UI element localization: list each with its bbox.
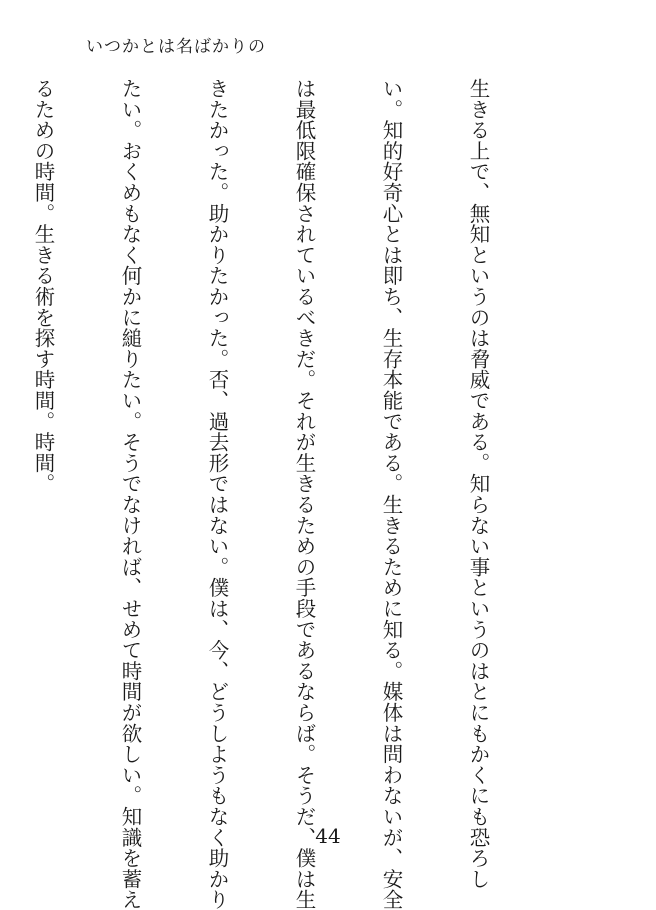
text-line: 生きる上で、無知というのは脅威である。知らない事というのはとにもかくにも恐ろし: [466, 78, 490, 890]
text-line: るための時間。生きる術を探す時間。時間。: [31, 78, 55, 494]
page-number: 44: [315, 824, 341, 848]
text-line: は最低限確保されているべきだ。それが生きるための手段であるならば。そうだ、僕は生: [292, 78, 316, 910]
text-line: たい。おくめもなく何かに縋りたい。そうでなければ、せめて時間が欲しい。知識を蓄え: [118, 78, 142, 910]
running-header: いつかとは名ばかりの: [86, 37, 266, 57]
text-line: きたかった。助かりたかった。否、過去形ではない。僕は、今、どうしようもなく助かり: [205, 78, 229, 910]
text-line: い。知的好奇心とは即ち、生存本能である。生きるために知る。媒体は問わないが、安全: [379, 78, 403, 910]
